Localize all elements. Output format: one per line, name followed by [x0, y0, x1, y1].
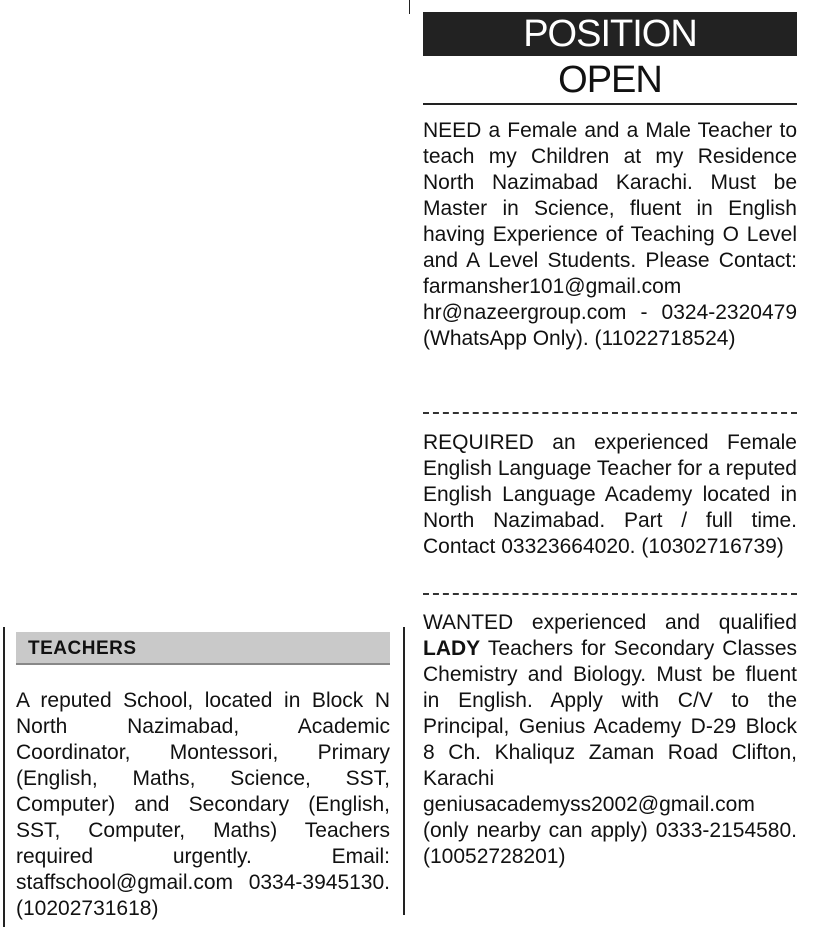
ad-text-part: Teachers for Secondary Classes Chemistry and Biology. Must be fluent in English. Apply with C/V to the Principal, Genius Academy D-29 Block 8 Ch. Khaliquz Zaman Road Clifton, Karachi geniusacademyss2002@gmail.com (only nearby can apply) 0333-2154580. (10052728201) [423, 637, 797, 868]
dashed-separator [423, 412, 797, 414]
teachers-section-heading: TEACHERS [16, 632, 390, 665]
open-banner: OPEN [423, 57, 797, 105]
classified-ad-home-teacher: NEED a Female and a Male Teacher to teach my Children at my Residence North Nazimabad Karachi. Must be Master in Science, fluent in English having Experience of Teaching O Level and A Level Students. Please Contact: farmansher101@gmail.com hr@nazeergroup.com - 0324-2320479 (WhatsApp Only). (11022718524) [423, 119, 797, 350]
ad-bold-keyword: LADY [423, 637, 481, 660]
classified-ad-school-teachers: A reputed School, located in Block N North Nazimabad, Academic Coordinator, Montessori, Primary (English, Maths, Science, SST, Computer) and Secondary (English, SST, Computer, Maths) Teachers required urgently. Email: staffschool@gmail.com 0334-3945130. (10202731618) [16, 689, 390, 920]
classified-ad-english-teacher: REQUIRED an experienced Female English Language Teacher for a reputed English Language Academy located in North Nazimabad. Part / full time. Contact 03323664020. (10302716739) [423, 431, 797, 558]
dashed-separator [423, 593, 797, 595]
column-divider-left [3, 627, 5, 927]
position-banner: POSITION [423, 12, 797, 56]
classified-ad-lady-teachers [423, 610, 797, 870]
column-divider-middle [403, 627, 405, 915]
column-divider-top [409, 0, 410, 14]
ad-text-part: WANTED experienced and qualified [423, 611, 797, 634]
